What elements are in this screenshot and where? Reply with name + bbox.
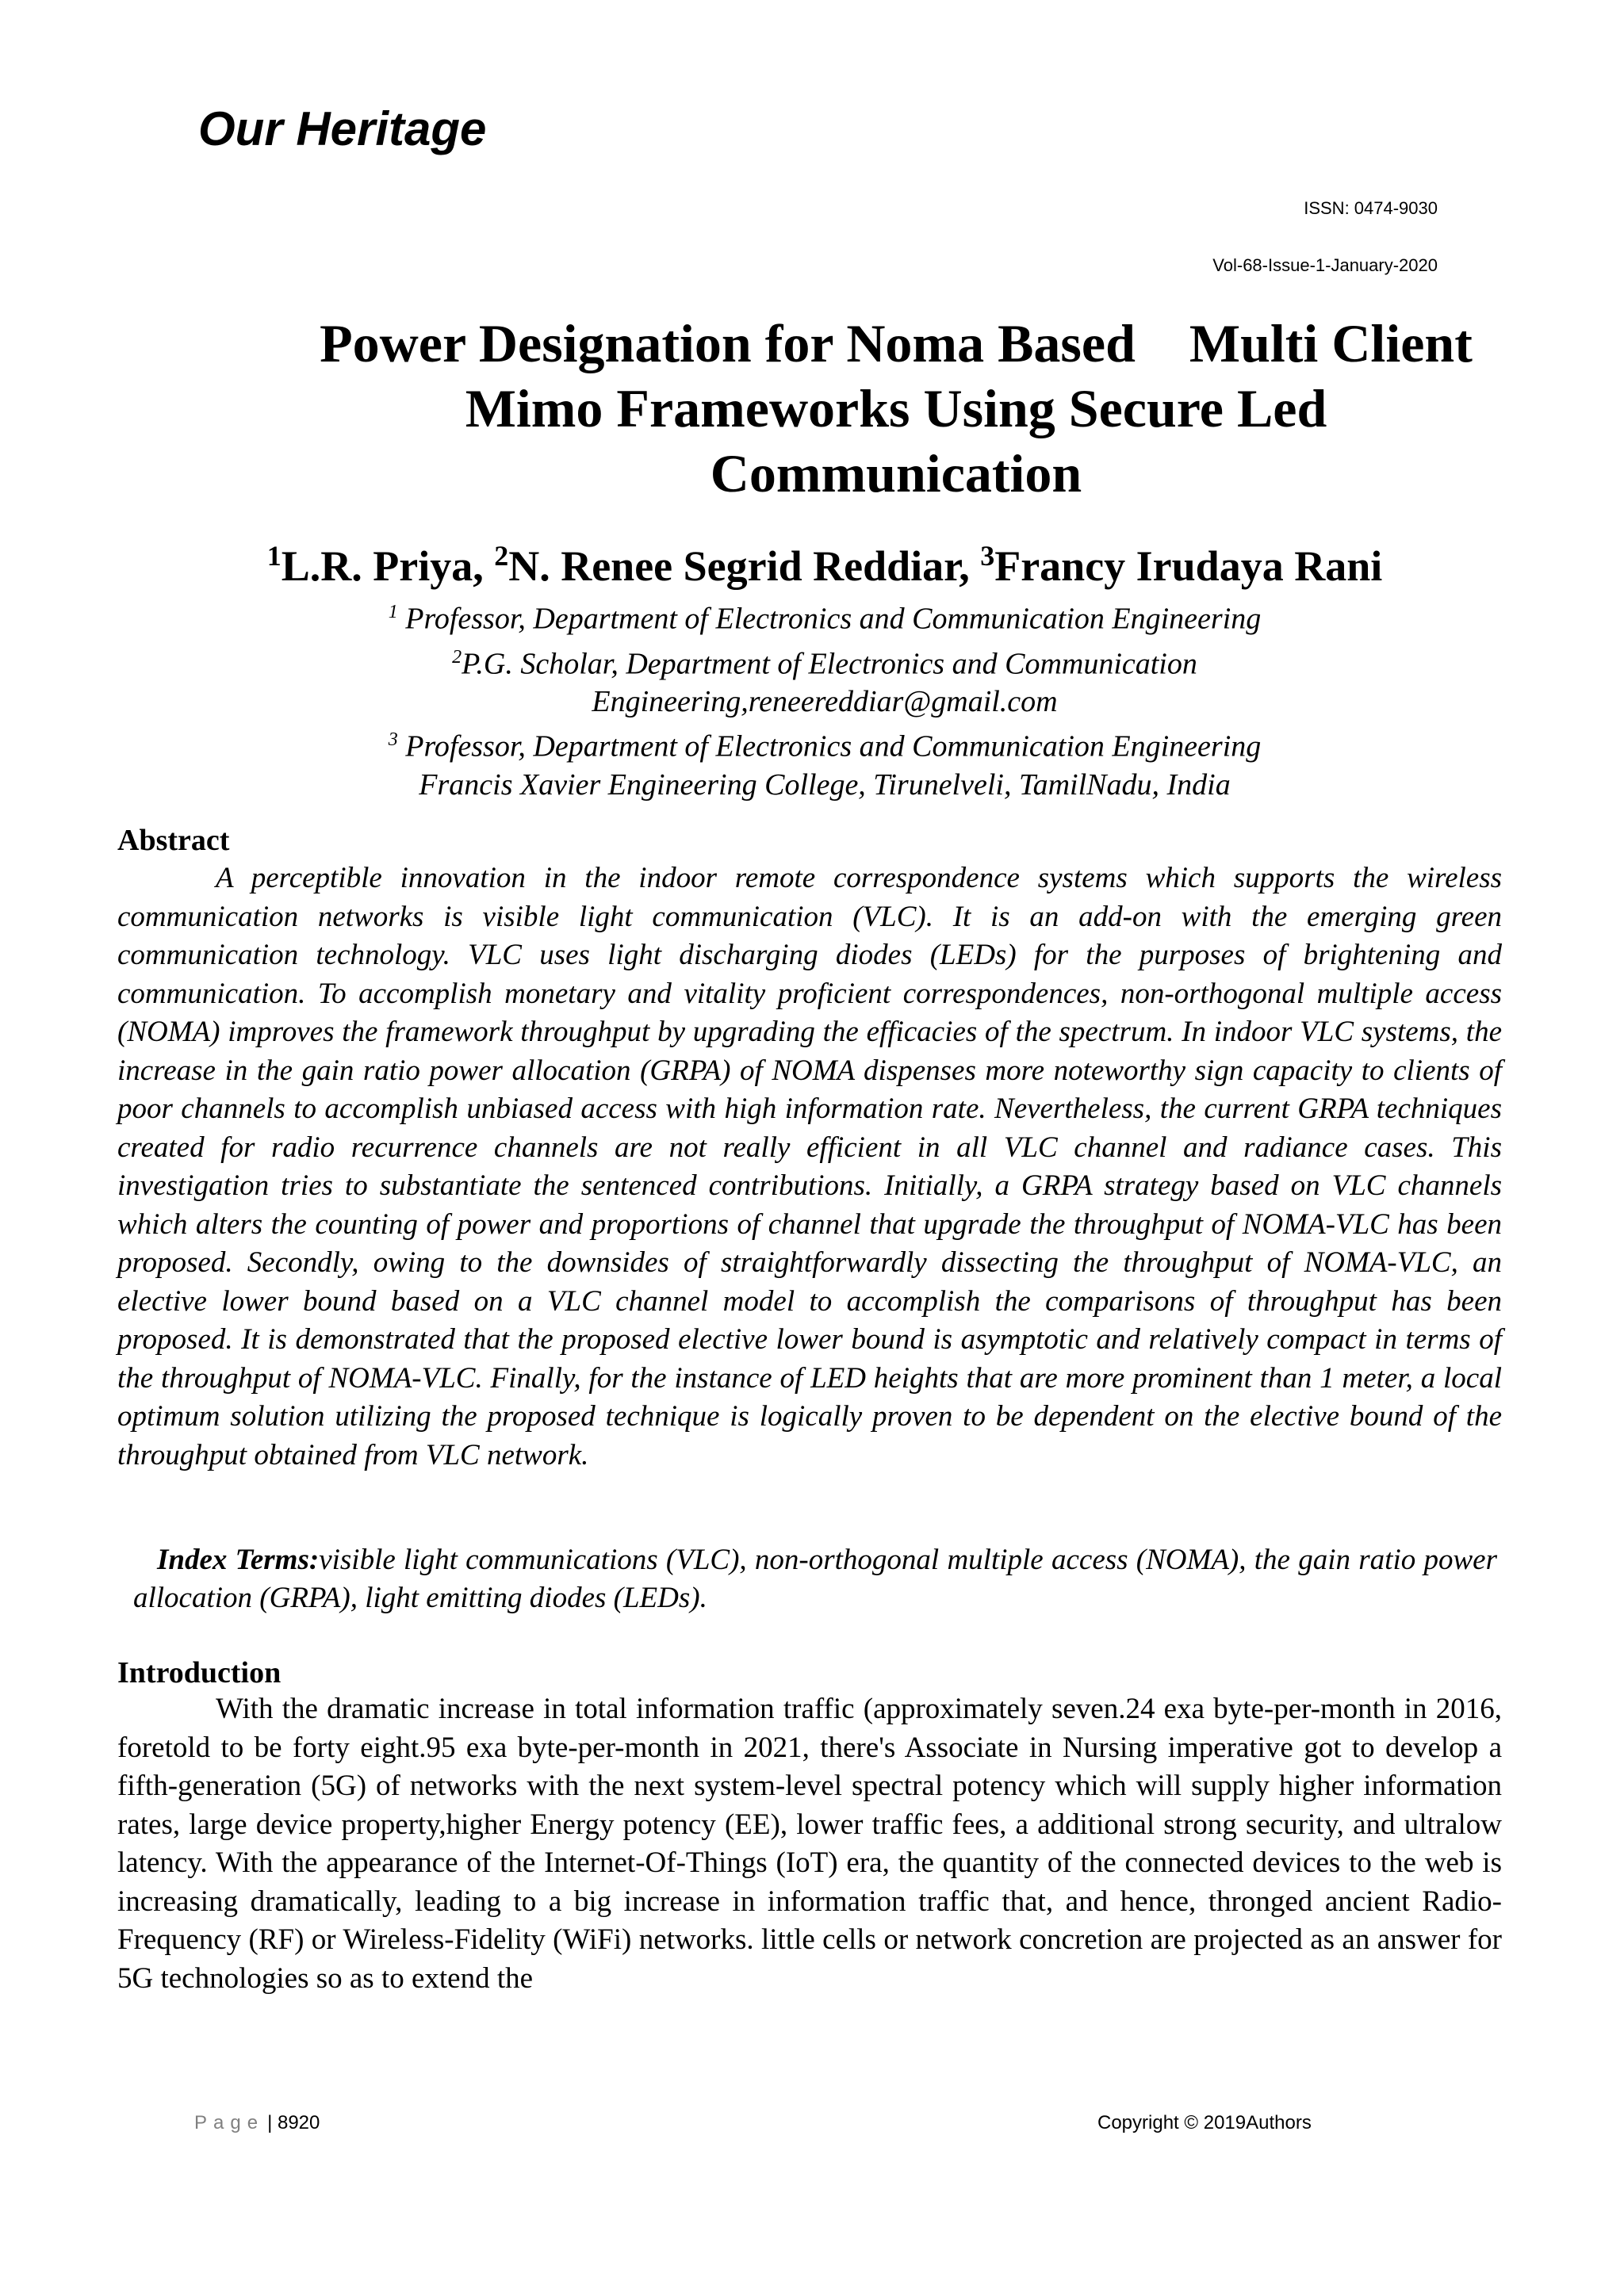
introduction-text: With the dramatic increase in total information traffic (approximately seven.24 exa byte-per-month in 2016, foretold to be forty eight.95 exa byte-per-month in 2021, there's Associate in Nursing imperative got to develop a fifth-generation (5G) of networks with the next system-level spectral potency which will supply higher information rates, large device property,higher Energy potency (EE), lower traffic fees, a additional strong security, and ultralow latency. With the appearance of the Internet-Of-Things (IoT) era, the quantity of the connected devices to the web is increasing dramatically, leading to a big increase in information traffic that, and hence, thronged ancient Radio-Frequency (RF) or Wireless-Fidelity (WiFi) networks. little cells or network concretion are projected as an answer for 5G technologies so as to extend the xyxy=(117,1693,1502,1995)
page-label: Page xyxy=(194,2112,265,2133)
affiliation-number: 2 xyxy=(452,646,462,668)
author-name: N. Renee Segrid Reddiar, xyxy=(508,542,981,590)
issn: ISSN: 0474-9030 xyxy=(1304,198,1438,218)
index-terms-text: visible light communications (VLC), non-orthogonal multiple access (NOMA), the gain ratio power allocation (GRPA), light emitting diodes (LEDs). xyxy=(133,1544,1497,1614)
affiliation-text: Professor, Department of Electronics and Communication Engineering xyxy=(397,602,1262,636)
affiliations xyxy=(119,593,1530,804)
affiliation-text: Professor, Department of Electronics and Communication Engineering xyxy=(397,729,1262,763)
volume-issue: Vol-68-Issue-1-January-2020 xyxy=(1212,255,1438,275)
copyright: Copyright © 2019Authors xyxy=(1097,2112,1312,2133)
author-number: 1 xyxy=(266,540,282,572)
page-number-value: | 8920 xyxy=(267,2112,320,2133)
index-terms xyxy=(133,1541,1497,1617)
index-terms-label: Index Terms: xyxy=(157,1544,320,1576)
title-line: Mimo Frameworks Using Secure Led xyxy=(465,378,1327,438)
author-name: Francy Irudaya Rani xyxy=(994,542,1383,590)
affiliation-number: 1 xyxy=(388,602,398,622)
college: Francis Xavier Engineering College, Tirunelveli, TamilNadu, India xyxy=(419,767,1231,802)
affiliation-number: 3 xyxy=(388,729,398,751)
author-name: L.R. Priya, xyxy=(281,542,495,590)
introduction-heading: Introduction xyxy=(117,1656,282,1689)
author-list xyxy=(119,539,1530,591)
journal-name: Our Heritage xyxy=(198,102,487,155)
affiliation-text: P.G. Scholar, Department of Electronics and Communication xyxy=(462,647,1197,681)
affiliation-1 xyxy=(119,593,1530,638)
title-line: Communication xyxy=(710,443,1082,503)
title-line: Power Designation for Noma Based Multi Client xyxy=(320,313,1473,373)
author-number: 3 xyxy=(980,540,995,572)
paper-title xyxy=(182,311,1610,506)
affiliation-2-email: Engineering,reneereddiar@gmail.com xyxy=(592,685,1058,719)
author-number: 2 xyxy=(494,540,509,572)
affiliation-2 xyxy=(119,638,1530,683)
affiliation-3 xyxy=(119,721,1530,766)
page-number xyxy=(194,2112,320,2134)
abstract-heading: Abstract xyxy=(117,824,230,857)
abstract-text: A perceptible innovation in the indoor remote correspondence systems which supports the wireless communication networks is visible light communication (VLC). It is an add-on with the emerging green communication technology. VLC uses light discharging diodes (LEDs) for the purposes of brightening and communication. To accomplish monetary and vitality proficient correspondences, non-orthogonal multiple access (NOMA) improves the framework throughput by upgrading the efficacies of the spectrum. In indoor VLC systems, the increase in the gain ratio power allocation (GRPA) of NOMA dispenses more noteworthy sign capacity to clients of poor channels to accomplish unbiased access with high information rate. Nevertheless, the current GRPA techniques created for radio recurrence channels are not really efficient in all VLC channel and radiance cases. This investigation tries to substantiate the sentenced contributions. Initially, a GRPA strategy based on VLC channels which alters the counting of power and proportions of channel that upgrade the throughput of NOMA-VLC has been proposed. Secondly, owing to the downsides of straightforwardly dissecting the throughput of NOMA-VLC, an elective lower bound based on a VLC channel model to accomplish the comparisons of throughput has been proposed. It is demonstrated that the proposed elective lower bound is asymptotic and relatively compact in terms of the throughput of NOMA-VLC. Finally, for the instance of LED heights that are more prominent than 1 meter, a local optimum solution utilizing the proposed technique is logically proven to be dependent on the elective bound of the throughput obtained from VLC network. xyxy=(117,862,1502,1471)
